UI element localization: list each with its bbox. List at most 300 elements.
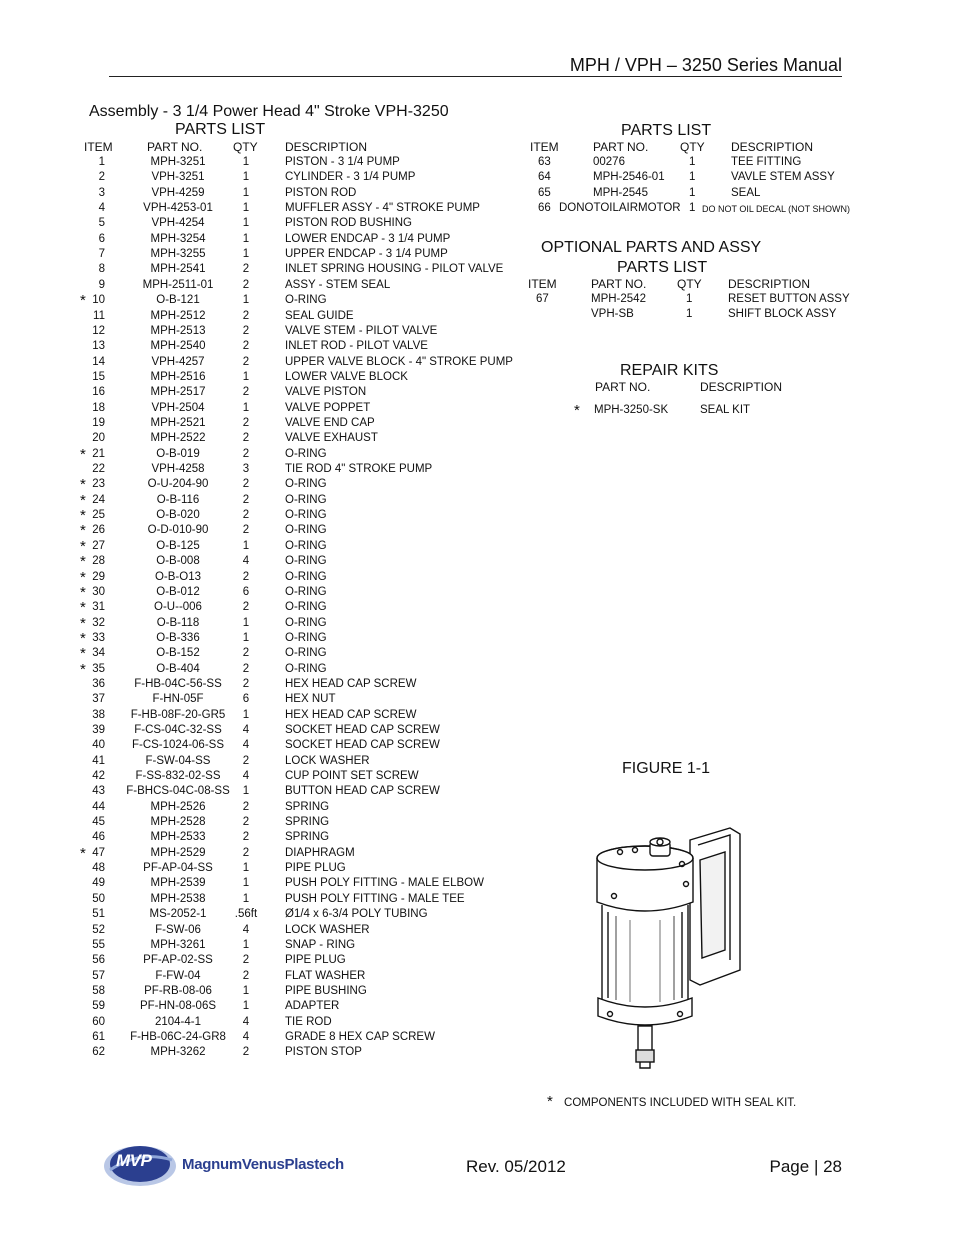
row-description: UPPER ENDCAP - 3 1/4 PUMP — [285, 248, 448, 261]
seal-kit-star: * — [574, 402, 580, 419]
row-qty: 2 — [242, 416, 250, 429]
row-qty: 1 — [242, 785, 250, 798]
row-item: 38 — [92, 708, 105, 721]
row-item: 6 — [98, 232, 105, 245]
repair-kit-desc: SEAL KIT — [700, 404, 751, 416]
row-star: * — [80, 645, 86, 663]
row-item: 12 — [92, 324, 105, 337]
row-item: 45 — [92, 816, 105, 828]
row-qty: 1 — [242, 862, 250, 875]
row-qty: 2 — [242, 509, 250, 522]
row-part-no: MS-2052-1 — [149, 908, 207, 921]
row-qty: 1 — [242, 232, 250, 245]
row-part-no: MPH-2529 — [150, 846, 206, 859]
row-qty: 2 — [242, 800, 250, 813]
row-qty: 2 — [242, 340, 250, 353]
row-star: * — [80, 476, 86, 494]
row-description: O-RING — [285, 524, 327, 537]
row-star: * — [80, 844, 86, 862]
row-description: LOWER VALVE BLOCK — [285, 370, 408, 383]
row-item: 32 — [92, 616, 105, 629]
row-description: O-RING — [285, 631, 327, 644]
row-qty: 4 — [242, 723, 250, 736]
row-description: SPRING — [285, 800, 330, 813]
row-part-no: MPH-2516 — [150, 370, 206, 383]
row-item: 7 — [98, 248, 105, 261]
row-part-no: F-HB-04C-56-SS — [134, 677, 222, 690]
row-item: 43 — [92, 785, 105, 798]
row-description: TIE ROD 4" STROKE PUMP — [285, 463, 433, 475]
row-item: 50 — [92, 892, 105, 905]
row-qty: 2 — [242, 324, 250, 337]
row-item: 25 — [92, 509, 105, 522]
col-part-no-opt: PART NO. — [591, 277, 647, 291]
row-description: ADAPTER — [285, 1000, 340, 1013]
row-description: O-RING — [285, 294, 327, 307]
optional-parts-subtitle: PARTS LIST — [617, 259, 708, 276]
row-star: * — [80, 660, 86, 678]
row-item: 64 — [538, 171, 551, 184]
row-description: O-RING — [285, 539, 327, 552]
row-part-no: F-CS-1024-06-SS — [131, 739, 225, 752]
row-qty: 1 — [242, 938, 250, 951]
row-item: 47 — [92, 846, 105, 859]
row-description: O-RING — [285, 585, 327, 598]
row-part-no: O-B-019 — [156, 447, 200, 460]
row-part-no: O-U-204-90 — [147, 478, 209, 491]
row-qty: 2 — [242, 263, 250, 276]
row-item: 44 — [92, 800, 105, 813]
row-item: 65 — [538, 186, 551, 199]
row-item: 27 — [92, 539, 105, 552]
row-qty: 1 — [686, 308, 693, 321]
col-item-opt: ITEM — [528, 277, 557, 291]
row-qty: 2 — [242, 478, 250, 491]
row-item: 24 — [92, 493, 105, 506]
row-item: 60 — [92, 1015, 105, 1028]
row-item: 3 — [98, 186, 105, 199]
row-qty: 4 — [242, 923, 250, 936]
row-qty: 1 — [242, 217, 250, 230]
row-part-no: F-SW-06 — [155, 923, 201, 936]
col-item-2: ITEM — [530, 140, 559, 154]
col-part-no-2: PART NO. — [593, 140, 649, 154]
col-qty: QTY — [233, 140, 258, 154]
row-item: 15 — [92, 370, 105, 383]
row-part-no: MPH-2541 — [150, 263, 206, 276]
row-item: 66 — [538, 202, 551, 215]
row-part-no: PF-HN-08-06S — [139, 1000, 217, 1013]
row-qty: 1 — [242, 401, 250, 414]
row-description: CYLINDER - 3 1/4 PUMP — [285, 171, 416, 184]
row-qty: 2 — [242, 954, 250, 967]
row-description: INLET ROD - PILOT VALVE — [285, 340, 428, 353]
row-description: SEAL — [731, 186, 761, 199]
row-item: 37 — [92, 693, 105, 706]
row-description: SHIFT BLOCK ASSY — [728, 308, 837, 321]
row-star: * — [80, 507, 86, 525]
row-qty: 2 — [242, 355, 250, 368]
row-description: HEX NUT — [285, 693, 336, 706]
col-item: ITEM — [84, 140, 113, 154]
company-logo — [100, 1140, 390, 1190]
row-description: HEX HEAD CAP SCREW — [285, 708, 417, 721]
row-star: * — [80, 583, 86, 601]
row-qty: 1 — [242, 186, 250, 199]
row-description: ASSY - STEM SEAL — [285, 278, 391, 291]
row-description: O-RING — [285, 509, 327, 522]
row-part-no: MPH-3255 — [150, 248, 206, 261]
row-item: 52 — [92, 923, 105, 936]
row-item: 2 — [98, 171, 105, 184]
row-description: SEAL GUIDE — [285, 309, 354, 322]
row-item: 26 — [92, 524, 105, 537]
row-part-no: MPH-2533 — [150, 831, 206, 844]
row-part-no: O-B-012 — [156, 585, 200, 598]
row-part-no: MPH-3261 — [150, 938, 206, 951]
parts-list-2-title: PARTS LIST — [621, 122, 712, 139]
row-description: VALVE EXHAUST — [285, 432, 378, 445]
row-part-no: F-BHCS-04C-08-SS — [126, 785, 230, 798]
row-part-no: O-B-336 — [156, 631, 200, 644]
row-part-no: O-B-125 — [156, 539, 200, 552]
row-qty: 6 — [242, 693, 250, 706]
row-item: 31 — [92, 601, 105, 614]
row-part-no: PF-AP-02-SS — [143, 954, 213, 967]
row-item: 13 — [92, 340, 105, 353]
row-qty: 2 — [242, 969, 250, 982]
col-qty-2: QTY — [680, 140, 705, 154]
row-qty: 1 — [242, 984, 250, 997]
page-number: Page | 28 — [769, 1157, 842, 1176]
row-part-no: MPH-3251 — [150, 156, 206, 168]
row-description: PIPE BUSHING — [285, 984, 367, 997]
row-item: 55 — [92, 938, 105, 951]
row-part-no: VPH-3251 — [151, 171, 205, 184]
row-item: 16 — [92, 386, 105, 399]
row-item: 22 — [92, 463, 105, 475]
row-part-no: MPH-2517 — [150, 386, 206, 399]
row-star: * — [80, 537, 86, 555]
row-star: * — [80, 292, 86, 310]
row-qty: 4 — [242, 739, 250, 752]
row-description: O-RING — [285, 647, 327, 660]
row-description: BUTTON HEAD CAP SCREW — [285, 785, 440, 798]
row-description: Ø1/4 x 6-3/4 POLY TUBING — [285, 908, 428, 921]
row-item: 46 — [92, 831, 105, 844]
row-qty: 1 — [242, 1000, 250, 1013]
row-qty: 1 — [689, 186, 696, 199]
row-description: PISTON ROD BUSHING — [285, 217, 412, 230]
row-qty: .56ft — [234, 908, 258, 921]
seal-kit-note — [547, 1093, 796, 1110]
row-item: 39 — [92, 723, 105, 736]
row-item: 14 — [92, 355, 105, 368]
row-qty: 2 — [242, 309, 250, 322]
row-qty: 2 — [242, 601, 250, 614]
row-qty: 1 — [686, 293, 693, 305]
row-qty: 2 — [242, 816, 250, 828]
row-star: * — [80, 491, 86, 509]
row-part-no: DONOTOILAIRMOTOR — [559, 202, 681, 215]
row-part-no: VPH-2504 — [151, 401, 205, 414]
row-item: 48 — [92, 862, 105, 875]
row-part-no: 2104-4-1 — [154, 1015, 202, 1028]
assembly-title: Assembly - 3 1/4 Power Head 4" Stroke VPH-3250 — [89, 103, 449, 120]
row-qty: 2 — [242, 831, 250, 844]
row-description: PISTON ROD — [285, 186, 357, 199]
row-qty: 2 — [242, 432, 250, 445]
row-qty: 2 — [242, 1046, 250, 1059]
row-qty: 1 — [242, 294, 250, 307]
row-star: * — [80, 568, 86, 586]
row-star: * — [80, 522, 86, 540]
row-description: TIE ROD — [285, 1015, 332, 1028]
row-description: O-RING — [285, 662, 327, 675]
row-part-no: MPH-3262 — [150, 1046, 206, 1059]
row-description: LOCK WASHER — [285, 754, 370, 767]
row-part-no: VPH-4257 — [151, 355, 205, 368]
repair-kits-title: REPAIR KITS — [620, 362, 719, 379]
row-description: RESET BUTTON ASSY — [728, 293, 850, 305]
col-description-kit: DESCRIPTION — [700, 380, 783, 394]
row-item: 19 — [92, 416, 105, 429]
row-description: SNAP - RING — [285, 938, 356, 951]
row-qty: 4 — [242, 770, 250, 782]
row-item: 51 — [92, 908, 105, 921]
row-part-no: MPH-2521 — [150, 416, 206, 429]
row-part-no: MPH-2522 — [150, 432, 206, 445]
row-note: DO NOT OIL DECAL (NOT SHOWN) — [702, 204, 851, 215]
row-qty: 1 — [242, 370, 250, 383]
row-qty: 2 — [242, 524, 250, 537]
row-description: PIPE PLUG — [285, 862, 346, 875]
row-part-no: O-D-010-90 — [147, 524, 209, 537]
row-item: 8 — [98, 263, 105, 276]
row-part-no: O-B-O13 — [154, 570, 201, 583]
row-part-no: O-B-121 — [156, 294, 200, 307]
row-description: LOWER ENDCAP - 3 1/4 PUMP — [285, 232, 451, 245]
row-part-no: MPH-2513 — [150, 324, 206, 337]
power-head-illustration — [590, 820, 760, 1070]
row-part-no: PF-AP-04-SS — [143, 862, 213, 875]
row-qty: 1 — [242, 202, 250, 215]
row-part-no: PF-RB-08-06 — [144, 984, 212, 997]
row-item: 28 — [92, 555, 105, 568]
row-part-no: O-U--006 — [154, 601, 202, 614]
logo-badge-text: MVP — [116, 1151, 152, 1170]
row-qty: 1 — [689, 171, 696, 184]
row-item: 61 — [92, 1030, 105, 1043]
row-description: O-RING — [285, 493, 327, 506]
col-qty-opt: QTY — [677, 277, 702, 291]
row-part-no: O-B-118 — [156, 616, 200, 629]
row-part-no: MPH-2526 — [150, 800, 206, 813]
row-part-no: F-HB-08F-20-GR5 — [130, 708, 226, 721]
col-description: DESCRIPTION — [285, 140, 368, 154]
figure-title: FIGURE 1-1 — [622, 760, 711, 777]
row-item: 21 — [92, 447, 105, 460]
row-item: 42 — [92, 770, 105, 782]
col-description-2: DESCRIPTION — [731, 140, 814, 154]
row-part-no: F-SS-832-02-SS — [135, 770, 221, 782]
row-description: SPRING — [285, 816, 330, 828]
row-description: O-RING — [285, 447, 327, 460]
row-part-no: MPH-2511-01 — [142, 278, 214, 291]
row-description: SOCKET HEAD CAP SCREW — [285, 739, 440, 752]
revision-date: Rev. 05/2012 — [466, 1157, 566, 1176]
row-qty: 1 — [242, 171, 250, 184]
row-qty: 2 — [242, 754, 250, 767]
row-description: HEX HEAD CAP SCREW — [285, 677, 417, 690]
row-part-no: MPH-2546-01 — [593, 171, 665, 184]
row-description: VALVE STEM - PILOT VALVE — [285, 324, 438, 337]
row-description: VALVE END CAP — [285, 416, 375, 429]
row-item: 59 — [92, 1000, 105, 1013]
note-star: * — [547, 1093, 553, 1110]
row-item: 11 — [93, 309, 105, 322]
row-star: * — [80, 445, 86, 463]
row-part-no: 00276 — [593, 156, 625, 168]
col-part-no: PART NO. — [147, 140, 203, 154]
row-item: 10 — [92, 294, 105, 307]
row-qty: 1 — [242, 892, 250, 905]
row-description: O-RING — [285, 601, 327, 614]
optional-parts-title: OPTIONAL PARTS AND ASSY — [541, 239, 762, 256]
row-part-no: F-SW-04-SS — [145, 754, 211, 767]
row-item: 41 — [92, 754, 105, 767]
row-qty: 2 — [242, 386, 250, 399]
row-description: VAVLE STEM ASSY — [731, 171, 835, 184]
row-description: CUP POINT SET SCREW — [285, 770, 419, 782]
row-item: 34 — [92, 647, 105, 660]
row-part-no: F-FW-04 — [155, 969, 201, 982]
row-star: * — [80, 553, 86, 571]
row-part-no: VPH-4259 — [151, 186, 205, 199]
row-description: DIAPHRAGM — [285, 846, 355, 859]
row-item: 58 — [92, 984, 105, 997]
row-description: SOCKET HEAD CAP SCREW — [285, 723, 440, 736]
row-item: 35 — [92, 662, 105, 675]
row-item: 9 — [98, 278, 105, 291]
row-part-no: MPH-2528 — [150, 816, 206, 828]
row-description: PIPE PLUG — [285, 954, 346, 967]
row-item: 30 — [92, 585, 105, 598]
row-part-no: VPH-4258 — [151, 463, 205, 475]
row-item: 63 — [538, 156, 551, 168]
row-qty: 1 — [242, 708, 250, 721]
row-item: 20 — [92, 432, 105, 445]
row-qty: 1 — [242, 877, 250, 890]
col-description-opt: DESCRIPTION — [728, 277, 811, 291]
row-part-no: MPH-3254 — [150, 232, 206, 245]
row-item: 18 — [92, 401, 105, 414]
row-description: SPRING — [285, 831, 330, 844]
row-part-no: O-B-116 — [156, 493, 200, 506]
row-part-no: VPH-SB — [591, 308, 634, 321]
row-item: 4 — [98, 202, 105, 215]
row-description: INLET SPRING HOUSING - PILOT VALVE — [285, 263, 504, 276]
row-qty: 1 — [242, 616, 250, 629]
row-description: PISTON STOP — [285, 1046, 362, 1059]
row-description: FLAT WASHER — [285, 969, 366, 982]
note-text: COMPONENTS INCLUDED WITH SEAL KIT. — [564, 1097, 797, 1109]
row-description: VALVE POPPET — [285, 401, 371, 414]
row-qty: 1 — [242, 539, 250, 552]
row-qty: 2 — [242, 278, 250, 291]
col-part-no-kit: PART NO. — [595, 380, 651, 394]
row-part-no: MPH-2540 — [150, 340, 206, 353]
row-part-no: MPH-2539 — [150, 877, 206, 890]
row-part-no: MPH-2545 — [593, 186, 648, 199]
row-description: MUFFLER ASSY - 4" STROKE PUMP — [285, 202, 480, 215]
row-star: * — [80, 629, 86, 647]
row-description: PISTON - 3 1/4 PUMP — [285, 156, 400, 168]
manual-title: MPH / VPH – 3250 Series Manual — [569, 55, 842, 75]
row-item: 56 — [92, 954, 105, 967]
header-rule — [109, 76, 842, 77]
row-part-no: O-B-404 — [156, 662, 200, 675]
row-qty: 2 — [242, 846, 250, 859]
row-description: UPPER VALVE BLOCK - 4" STROKE PUMP — [285, 355, 513, 368]
row-description: O-RING — [285, 570, 327, 583]
row-qty: 2 — [242, 647, 250, 660]
row-part-no: O-B-152 — [156, 647, 200, 660]
row-item: 49 — [92, 877, 105, 890]
row-item: 62 — [92, 1046, 105, 1059]
logo-company-name: MagnumVenusPlastech — [182, 1156, 344, 1173]
row-description: O-RING — [285, 478, 327, 491]
row-description: GRADE 8 HEX CAP SCREW — [285, 1030, 435, 1043]
row-item: 5 — [98, 217, 105, 230]
row-qty: 1 — [242, 631, 250, 644]
row-part-no: MPH-2512 — [150, 309, 206, 322]
row-qty: 4 — [242, 555, 250, 568]
row-qty: 2 — [242, 662, 250, 675]
row-description: O-RING — [285, 555, 327, 568]
row-part-no: MPH-2542 — [591, 293, 646, 305]
row-qty: 6 — [242, 585, 250, 598]
row-description: VALVE PISTON — [285, 386, 367, 399]
row-star: * — [80, 599, 86, 617]
row-description: PUSH POLY FITTING - MALE ELBOW — [285, 877, 484, 890]
row-item: 57 — [92, 969, 105, 982]
row-qty: 1 — [689, 156, 696, 168]
row-qty: 3 — [242, 463, 250, 475]
row-part-no: VPH-4254 — [151, 217, 205, 230]
row-qty: 2 — [242, 447, 250, 460]
row-item: 23 — [92, 478, 105, 491]
row-qty: 1 — [242, 156, 250, 168]
row-part-no: O-B-008 — [156, 555, 200, 568]
row-qty: 1 — [689, 202, 696, 215]
row-item: 67 — [536, 293, 549, 305]
row-part-no: F-HN-05F — [152, 693, 204, 706]
row-qty: 2 — [242, 493, 250, 506]
row-part-no: F-HB-06C-24-GR8 — [130, 1030, 226, 1043]
row-qty: 4 — [242, 1030, 250, 1043]
row-description: PUSH POLY FITTING - MALE TEE — [285, 892, 465, 905]
row-part-no: F-CS-04C-32-SS — [134, 723, 222, 736]
row-qty: 1 — [242, 248, 250, 261]
parts-list-title: PARTS LIST — [175, 121, 266, 138]
row-item: 33 — [92, 631, 105, 644]
row-part-no: MPH-2538 — [150, 892, 206, 905]
row-qty: 2 — [242, 570, 250, 583]
row-item: 36 — [92, 677, 105, 690]
row-item: 40 — [92, 739, 105, 752]
row-item: 29 — [92, 570, 105, 583]
